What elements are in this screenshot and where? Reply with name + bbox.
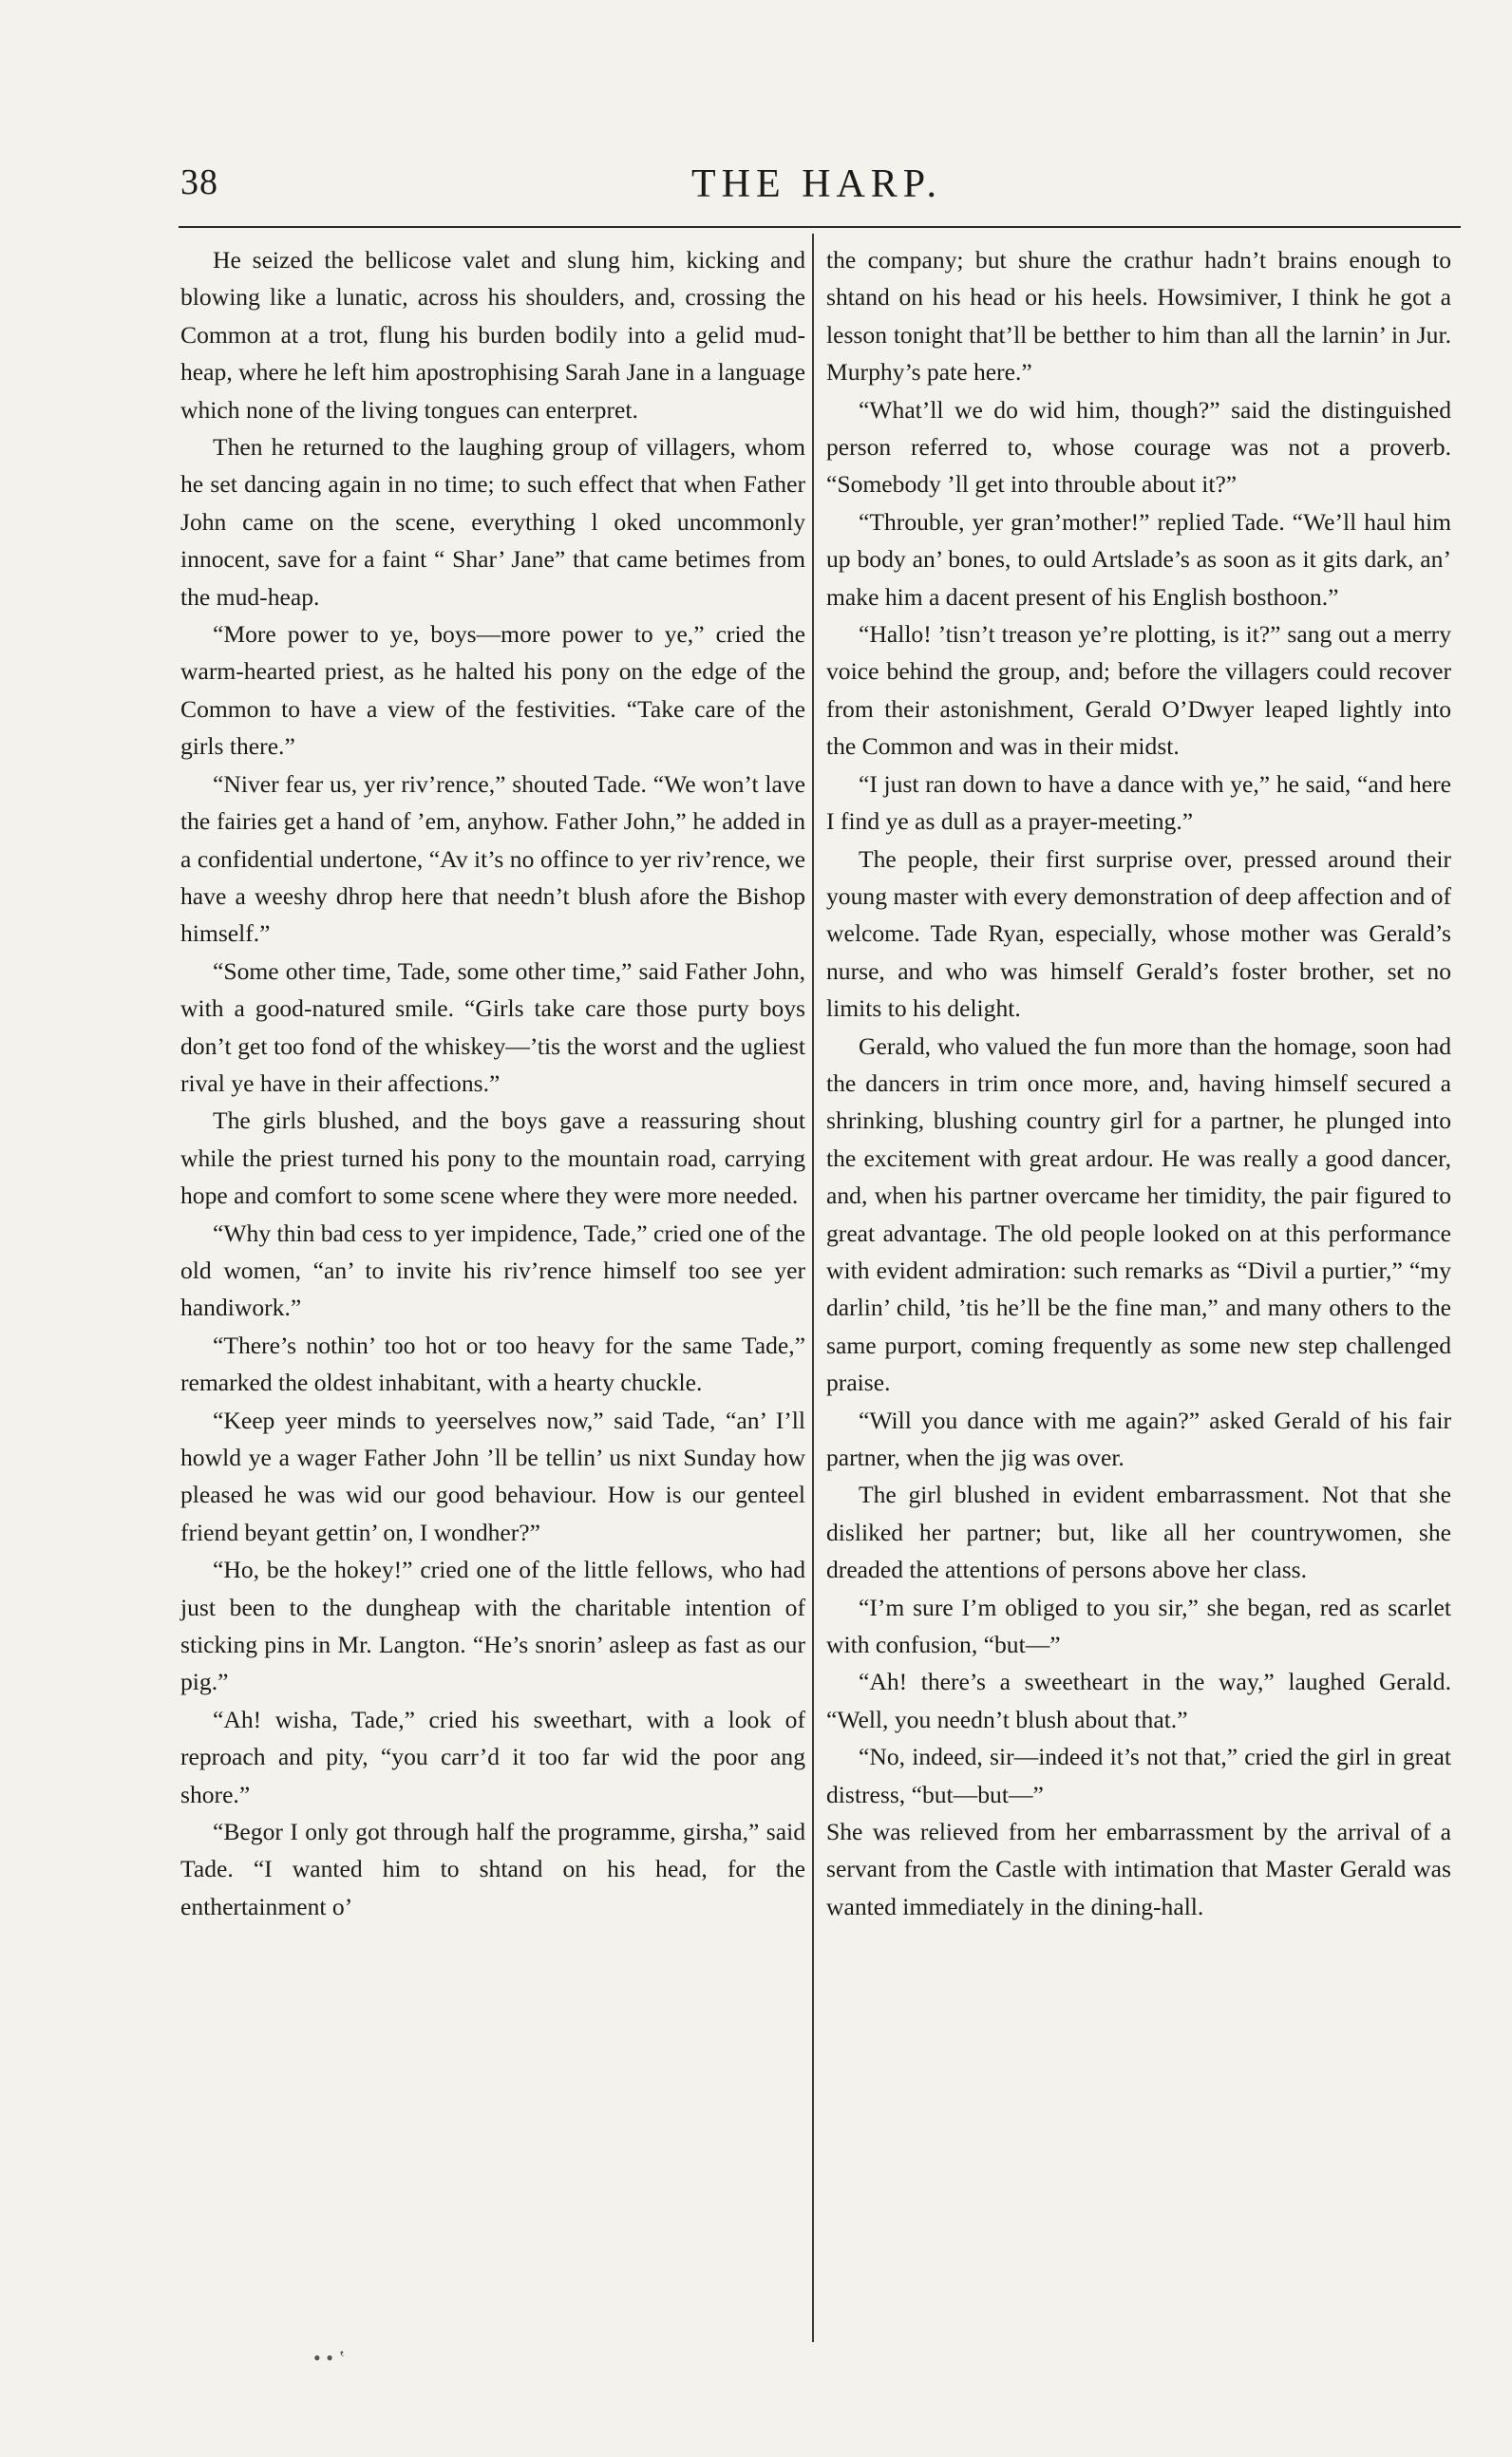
- paragraph: “Ah! wisha, Tade,” cried his sweethart, with a look of reproach and pity, “you carr’d it too far wid the poor ang shore.”: [180, 1705, 805, 1808]
- paragraph: “Some other time, Tade, some other time,” said Father John, with a good-natured smile. “Girls take care those purty boys don’t get too fond of the whiskey—’tis the worst and the ugliest rival ye have in their affections.”: [180, 956, 805, 1097]
- paragraph: “What’ll we do wid him, though?” said the distinguished person referred to, whose courage was not a proverb. “Somebody ’ll get into throuble about it?”: [826, 395, 1451, 499]
- paragraph: “No, indeed, sir—indeed it’s not that,” cried the girl in great distress, “but—but—”: [826, 1743, 1451, 1808]
- paragraph: “Keep yeer minds to yeerselves now,” said Tade, “an’ I’ll howld ye a wager Father John ’ll be tellin’ us nixt Sunday how pleased he was wid our good behaviour. How is our genteel friend beyant gettin’ on, I wondher?”: [180, 1406, 805, 1546]
- paragraph: “I just ran down to have a dance with ye,” he said, “and here I find ye as dull as a prayer-meeting.”: [826, 769, 1451, 836]
- paragraph: “Begor I only got through half the programme, girsha,” said Tade. “I wanted him to shtand on his head, for the enthertainment o’: [180, 1818, 805, 1920]
- paragraph: He seized the bellicose valet and slung him, kicking and blowing like a lunatic, across his shoulders, and, crossing the Common at a trot, flung his burden bodily into a gelid mud-heap, where he left him apostrophising Sarah Jane in a language which none of the living tongues can enterpret.: [180, 246, 805, 424]
- paragraph: “Will you dance with me again?” asked Gerald of his fair partner, when the jig was over.: [826, 1406, 1451, 1471]
- paragraph: She was relieved from her embarrassment by the arrival of a servant from the Castle with intimation that Master Gerald was wanted immediately in the dining-hall.: [826, 1818, 1451, 1920]
- page-header: [180, 161, 1453, 218]
- paragraph: The girl blushed in evident embarrassment. Not that she disliked her partner; but, like all her countrywomen, she dreaded the attentions of persons above her class.: [826, 1481, 1451, 1584]
- paragraph: “Throuble, yer gran’mother!” replied Tade. “We’ll haul him up body an’ bones, to ould Artslade’s as soon as it gits dark, an’ make him a dacent present of his English bosthoon.”: [826, 507, 1451, 611]
- paragraph: “Ho, be the hokey!” cried one of the little fellows, who had just been to the dungheap with the charitable intention of sticking pins in Mr. Langton. “He’s snorin’ asleep as fast as our pig.”: [180, 1556, 805, 1696]
- paragraph: “More power to ye, boys—more power to ye,” cried the warm-hearted priest, as he halted his pony on the edge of the Common to have a view of the festivities. “Take care of the girls there.”: [180, 620, 805, 761]
- right-column: [826, 241, 1451, 1925]
- paragraph: “Ah! there’s a sweetheart in the way,” laughed Gerald. “Well, you needn’t blush about that.”: [826, 1668, 1451, 1733]
- paragraph: Gerald, who valued the fun more than the homage, soon had the dancers in trim once more, and, having himself secured a shrinking, blushing country girl for a partner, he plunged into the excitement with great ardour. He was really a good dancer, and, when his partner overcame her timidity, the pair figured to great advantage. The old people looked on at this performance with evident admiration: such remarks as “Divil a purtier,” “my darlin’ child, ’tis he’ll be the fine man,” and many others to the same purport, coming frequently as some new step challenged praise.: [826, 1031, 1451, 1397]
- paragraph: “I’m sure I’m obliged to you sir,” she began, red as scarlet with confusion, “but—”: [826, 1593, 1451, 1659]
- paragraph: “Hallo! ’tisn’t treason ye’re plotting, is it?” sang out a merry voice behind the group, and; before the villagers could recover from their astonishment, Gerald O’Dwyer leaped lightly into the Common and was in their midst.: [826, 620, 1451, 761]
- header-rule: [179, 226, 1461, 228]
- paragraph: Then he returned to the laughing group of villagers, whom he set dancing again in no time; to such effect that when Father John came on the scene, everything l oked uncommonly innocent, save for a faint “ Shar’ Jane” that came betimes from the mud-heap.: [180, 433, 805, 611]
- running-title: THE HARP.: [690, 162, 943, 206]
- left-column: [180, 241, 805, 1925]
- paragraph: The people, their first surprise over, pressed around their young master with every demonstration of deep affection and of welcome. Tade Ryan, especially, whose mother was Gerald’s nurse, and who was himself Gerald’s foster brother, set no limits to his delight.: [826, 844, 1451, 1023]
- paragraph: The girls blushed, and the boys gave a reassuring shout while the priest turned his pony to the mountain road, carrying hope and comfort to some scene where they were more needed.: [180, 1106, 805, 1210]
- page-number: 38: [180, 162, 218, 202]
- paragraph: “There’s nothin’ too hot or too heavy for the same Tade,” remarked the oldest inhabitant, with a hearty chuckle.: [180, 1331, 805, 1397]
- paragraph: “Niver fear us, yer riv’rence,” shouted Tade. “We won’t lave the fairies get a hand of ’em, anyhow. Father John,” he added in a confidential undertone, “Av it’s no offince to yer riv’rence, we have a weeshy dhrop here that needn’t blush afore the Bishop himself.”: [180, 769, 805, 948]
- column-divider: [812, 234, 814, 2342]
- paragraph: the company; but shure the crathur hadn’t brains enough to shtand on his head or his heels. Howsimiver, I think he got a lesson tonight that’ll be betther to him than all the larnin’ in Jur. Murphy’s pate here.”: [826, 246, 1451, 387]
- paragraph: “Why thin bad cess to yer impidence, Tade,” cried one of the old women, “an’ to invite his riv’rence himself too see yer handiwork.”: [180, 1219, 805, 1322]
- footer-mark: • • ‛: [313, 2346, 346, 2370]
